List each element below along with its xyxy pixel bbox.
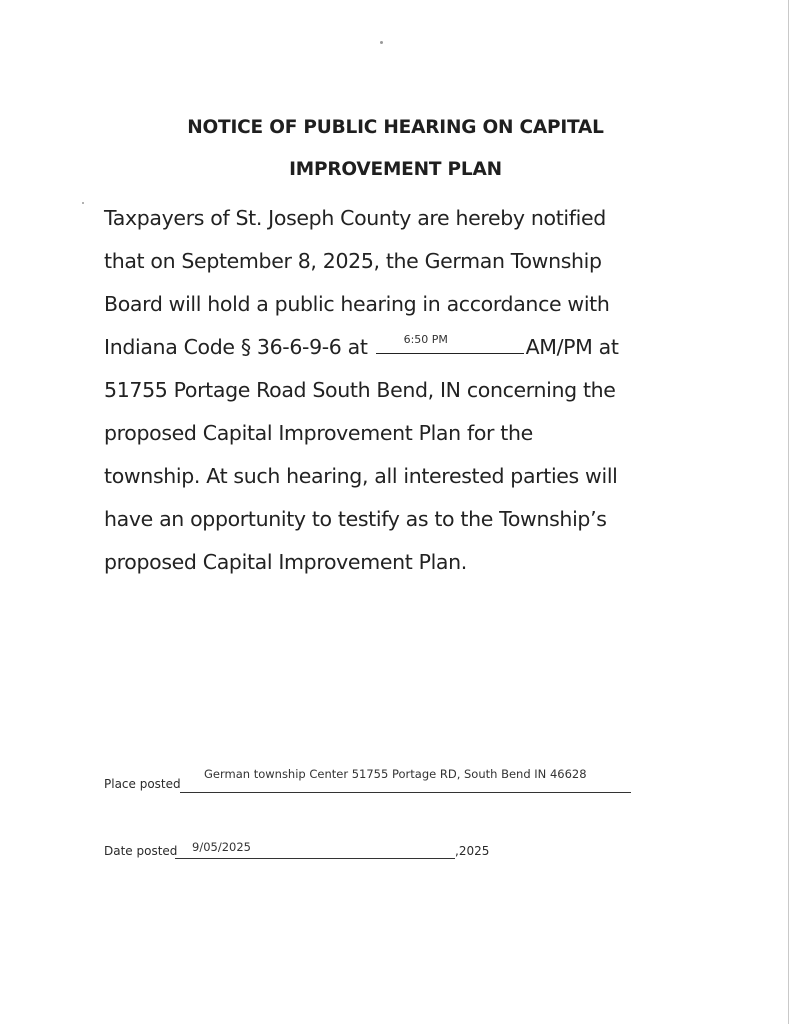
notice-title-line-1: NOTICE OF PUBLIC HEARING ON CAPITAL bbox=[187, 117, 604, 138]
hearing-time-value: 6:50 PM bbox=[403, 333, 448, 346]
place-posted-label: Place posted bbox=[104, 777, 181, 791]
scan-speck bbox=[82, 202, 84, 204]
body-line-8: have an opportunity to testify as to the Township’s bbox=[104, 507, 607, 531]
body-line-2: that on September 8, 2025, the German Township bbox=[104, 249, 602, 273]
date-posted-label: Date posted bbox=[104, 844, 178, 858]
place-posted-value: German township Center 51755 Portage RD, South Bend IN 46628 bbox=[204, 767, 587, 781]
scan-speck bbox=[380, 41, 383, 44]
body-line-1: Taxpayers of St. Joseph County are hereby notified bbox=[104, 206, 606, 230]
body-line-7: township. At such hearing, all interested parties will bbox=[104, 464, 618, 488]
notice-title-line-2: IMPROVEMENT PLAN bbox=[289, 159, 502, 180]
hearing-time-blank bbox=[376, 333, 524, 354]
date-posted-value: 9/05/2025 bbox=[192, 840, 251, 854]
body-line-4-before: Indiana Code § 36-6-9-6 at bbox=[104, 335, 368, 359]
body-line-4-after: AM/PM at bbox=[525, 335, 619, 359]
body-line-3: Board will hold a public hearing in accordance with bbox=[104, 292, 610, 316]
date-posted-underline bbox=[175, 858, 455, 859]
body-line-6: proposed Capital Improvement Plan for the bbox=[104, 421, 533, 445]
body-line-4 bbox=[104, 332, 619, 362]
body-line-5: 51755 Portage Road South Bend, IN concerning the bbox=[104, 378, 616, 402]
date-posted-year: ,2025 bbox=[455, 844, 490, 858]
place-posted-underline bbox=[180, 792, 631, 793]
body-line-9: proposed Capital Improvement Plan. bbox=[104, 550, 467, 574]
